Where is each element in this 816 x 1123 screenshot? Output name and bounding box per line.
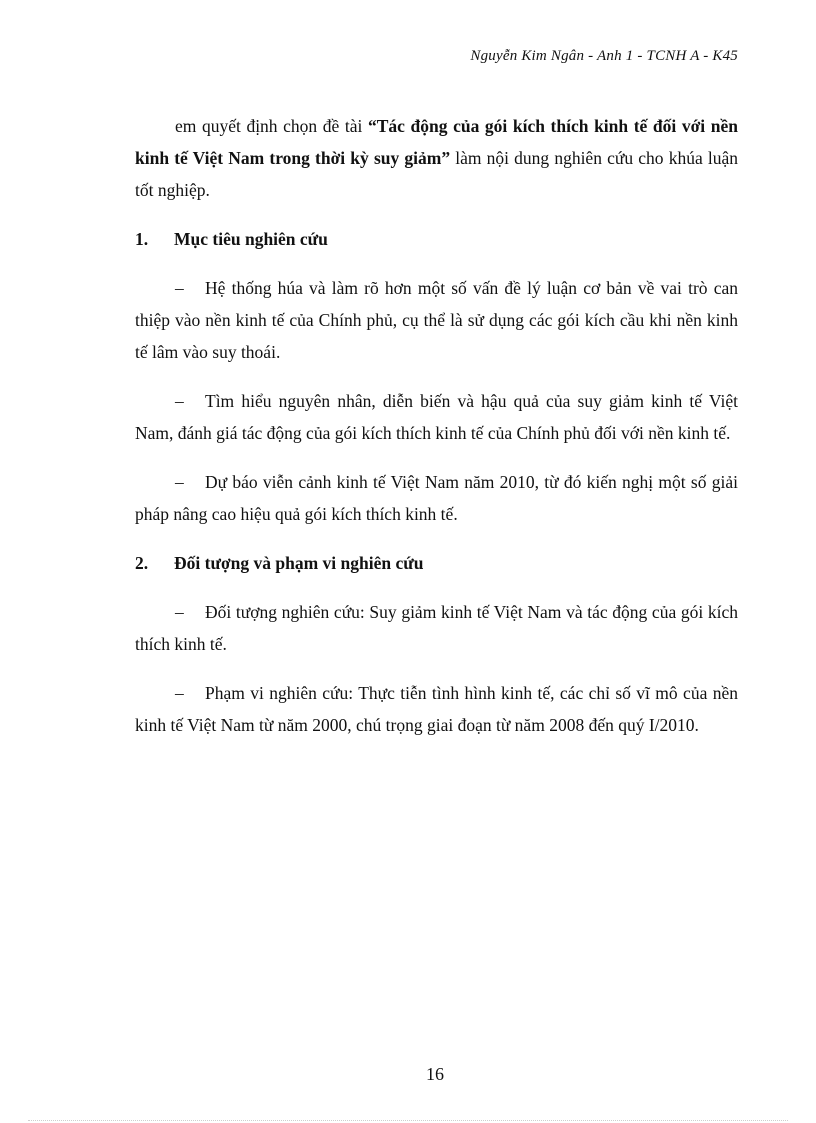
intro-after: làm nội dung nghiên cứu cho khúa luận tốt nghiệp. bbox=[135, 148, 738, 200]
dash-bullet: – bbox=[175, 278, 184, 298]
list-item-text: Hệ thống húa và làm rõ hơn một số vấn đề lý luận cơ bản về vai trò can thiệp vào nền kinh tế của Chính phủ, cụ thể là sử dụng các gói kích cầu khi nền kinh tế lâm vào suy thoái. bbox=[135, 278, 738, 362]
section-number: 1. bbox=[135, 229, 149, 249]
list-item bbox=[135, 596, 738, 660]
page-header: Nguyễn Kim Ngân - Anh 1 - TCNH A - K45 bbox=[470, 48, 738, 64]
section-heading-objectives bbox=[135, 223, 738, 255]
body-text bbox=[135, 110, 738, 758]
intro-paragraph bbox=[135, 110, 738, 206]
dash-bullet: – bbox=[175, 472, 184, 492]
page-number: 16 bbox=[426, 1064, 444, 1084]
dash-bullet: – bbox=[175, 683, 184, 703]
list-item bbox=[135, 677, 738, 741]
list-item bbox=[135, 466, 738, 530]
list-item-text: Tìm hiểu nguyên nhân, diễn biến và hậu quả của suy giảm kinh tế Việt Nam, đánh giá tác động của gói kích thích kinh tế của Chính phủ đối với nền kinh tế. bbox=[135, 391, 738, 443]
section-heading-scope bbox=[135, 547, 738, 579]
list-item bbox=[135, 385, 738, 449]
dash-bullet: – bbox=[175, 602, 184, 622]
section-number: 2. bbox=[135, 553, 149, 573]
footer-divider bbox=[28, 1120, 788, 1121]
thesis-title: “Tác động của gói kích thích kinh tế đối với nền kinh tế Việt Nam trong thời kỳ suy giảm” bbox=[135, 116, 738, 168]
list-item-text: Phạm vi nghiên cứu: Thực tiễn tình hình kinh tế, các chỉ số vĩ mô của nền kinh tế Việt Nam từ năm 2000, chú trọng giai đoạn từ năm 2008 đến quý I/2010. bbox=[135, 683, 738, 735]
dash-bullet: – bbox=[175, 391, 184, 411]
list-item bbox=[135, 272, 738, 368]
list-item-text: Dự báo viễn cảnh kinh tế Việt Nam năm 2010, từ đó kiến nghị một số giải pháp nâng cao hiệu quả gói kích thích kinh tế. bbox=[135, 472, 738, 524]
section-title: Đối tượng và phạm vi nghiên cứu bbox=[174, 553, 424, 573]
list-item-text: Đối tượng nghiên cứu: Suy giảm kinh tế Việt Nam và tác động của gói kích thích kinh tế. bbox=[135, 602, 738, 654]
intro-before: em quyết định chọn đề tài bbox=[175, 116, 368, 136]
section-title: Mục tiêu nghiên cứu bbox=[174, 229, 328, 249]
